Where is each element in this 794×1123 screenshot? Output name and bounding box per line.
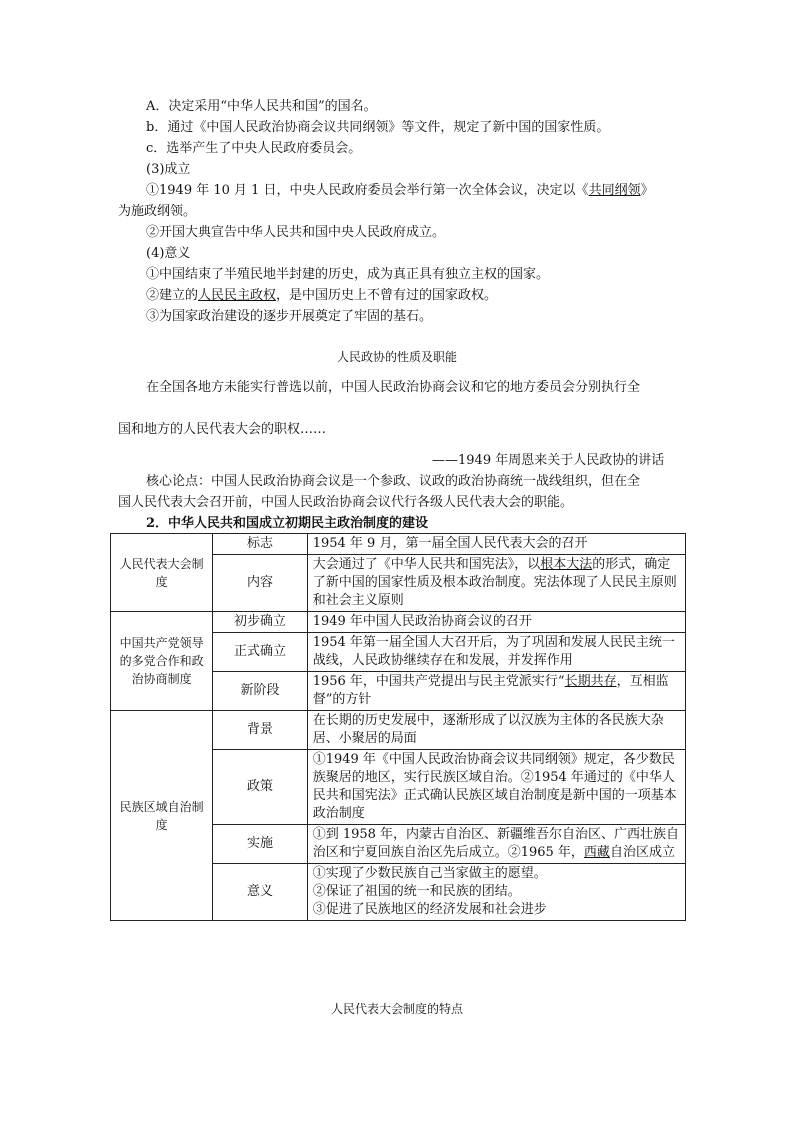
- section-heading-2: 2．中华人民共和国成立初期民主政治制度的建设: [146, 516, 429, 531]
- text-part: 自治区成立: [609, 845, 675, 860]
- group-label-autonomy: 民族区域自治制度: [111, 711, 213, 921]
- text-line-significance-1: ①中国结束了半殖民地半封建的历史，成为真正具有独立主权的国家。: [146, 267, 550, 282]
- underlined-term: 人民民主政权: [198, 288, 277, 303]
- row-key: 初步确立: [213, 612, 307, 633]
- underlined-term: 长期共存: [564, 674, 617, 689]
- text-part: 1956 年，中国共产党提出与民主党派实行“: [312, 674, 565, 689]
- text-part: 大会通过了《中华人民共和国宪法》，以: [312, 557, 541, 572]
- text-line-establish-1: [146, 182, 654, 200]
- table-row: [111, 534, 686, 555]
- row-value: [307, 672, 685, 711]
- row-key: 背景: [213, 711, 307, 750]
- quote-line-2: 国和地方的人民代表大会的职权……: [118, 422, 327, 437]
- row-key: 实施: [213, 825, 307, 864]
- text-line-significance-2: [146, 287, 497, 305]
- row-value: 1954 年第一届全国人大召开后，为了巩固和发展人民民主统一战线，人民政协继续存在和发展，并发挥作用: [307, 633, 685, 672]
- row-value: ①1949 年《中国人民政治协商会议共同纲领》规定，各少数民族聚居的地区，实行民族区域自治。②1954 年通过的《中华人民共和国宪法》正式确认民族区域自治制度是新中国的一项基本政治制度: [307, 750, 685, 825]
- core-argument-line-1: 核心论点：中国人民政治协商会议是一个参政、议政的政治协商统一战线组织，但在全: [146, 474, 641, 489]
- text-line-a: A．决定采用“中华人民共和国”的国名。: [146, 99, 377, 114]
- row-value: 1949 年中国人民政治协商会议的召开: [307, 612, 685, 633]
- table-row: [111, 711, 686, 750]
- text-part: ①1949 年 10 月 1 日，中央人民政府委员会举行第一次全体会议，决定以《: [146, 183, 589, 198]
- text-part: ①到 1958 年，内蒙古自治区、新疆维吾尔自治区、广西壮族自治区和宁夏回族自治区先后成立。②1965 年，: [312, 827, 680, 860]
- heading-establish: (3)成立: [146, 162, 191, 177]
- quote-source: ——1949 年周恩来关于人民政协的讲话: [432, 453, 665, 468]
- group-label-npc: 人民代表大会制度: [111, 534, 213, 612]
- row-key: 内容: [213, 555, 307, 612]
- text-part: 的形式，确定了新中国的国家性质及根本政治制度。宪法体现了人民民主原则和社会主义原则: [312, 557, 677, 608]
- text-line-b: b．通过《中国人民政治协商会议共同纲领》等文件，规定了新中国的国家性质。: [146, 120, 610, 135]
- row-value: [307, 825, 685, 864]
- text-line-establish-2: ②开国大典宣告中华人民共和国中央人民政府成立。: [146, 225, 446, 240]
- row-key: 正式确立: [213, 633, 307, 672]
- underlined-term: 西藏: [583, 845, 610, 860]
- text-part: ②建立的: [146, 288, 199, 303]
- text-line-c: c．选举产生了中央人民政府委员会。: [146, 141, 362, 156]
- row-key: 政策: [213, 750, 307, 825]
- row-value: 在长期的历史发展中，逐渐形成了以汉族为主体的各民族大杂居、小聚居的局面: [307, 711, 685, 750]
- underlined-term: 根本大法: [540, 557, 593, 572]
- row-key: 标志: [213, 534, 307, 555]
- list-item: ①实现了少数民族自己当家做主的愿望。: [312, 866, 547, 881]
- democracy-systems-table: [110, 533, 686, 921]
- row-key: 意义: [213, 864, 307, 921]
- text-part: ，是中国历史上不曾有过的国家政权。: [276, 288, 498, 303]
- list-item: ②保证了祖国的统一和民族的团结。: [312, 884, 521, 899]
- row-value: 1954 年 9 月，第一届全国人民代表大会的召开: [307, 534, 685, 555]
- text-part: ，互相监督”的方针: [312, 674, 669, 707]
- text-line-significance-3: ③为国家政治建设的逐步开展奠定了牢固的基石。: [146, 309, 433, 324]
- text-line-establish-1-cont: 为施政纲领。: [118, 204, 197, 219]
- heading-significance: (4)意义: [146, 246, 191, 261]
- row-key: 新阶段: [213, 672, 307, 711]
- box-title: 人民政协的性质及职能: [336, 350, 457, 364]
- list-item: ③促进了民族地区的经济发展和社会进步: [312, 902, 547, 917]
- row-value: [307, 864, 685, 921]
- table-row: [111, 612, 686, 633]
- quote-line-1: 在全国各地方未能实行普选以前，中国人民政治协商会议和它的地方委员会分别执行全: [146, 380, 641, 395]
- row-value: [307, 555, 685, 612]
- group-label-cppcc: 中国共产党领导的多党合作和政治协商制度: [111, 612, 213, 711]
- underlined-term: 共同纲领: [588, 183, 641, 198]
- footer-title: 人民代表大会制度的特点: [330, 1002, 463, 1016]
- text-part: 》: [640, 183, 654, 198]
- core-argument-line-2: 国人民代表大会召开前，中国人民政治协商会议代行各级人民代表大会的职能。: [118, 495, 574, 510]
